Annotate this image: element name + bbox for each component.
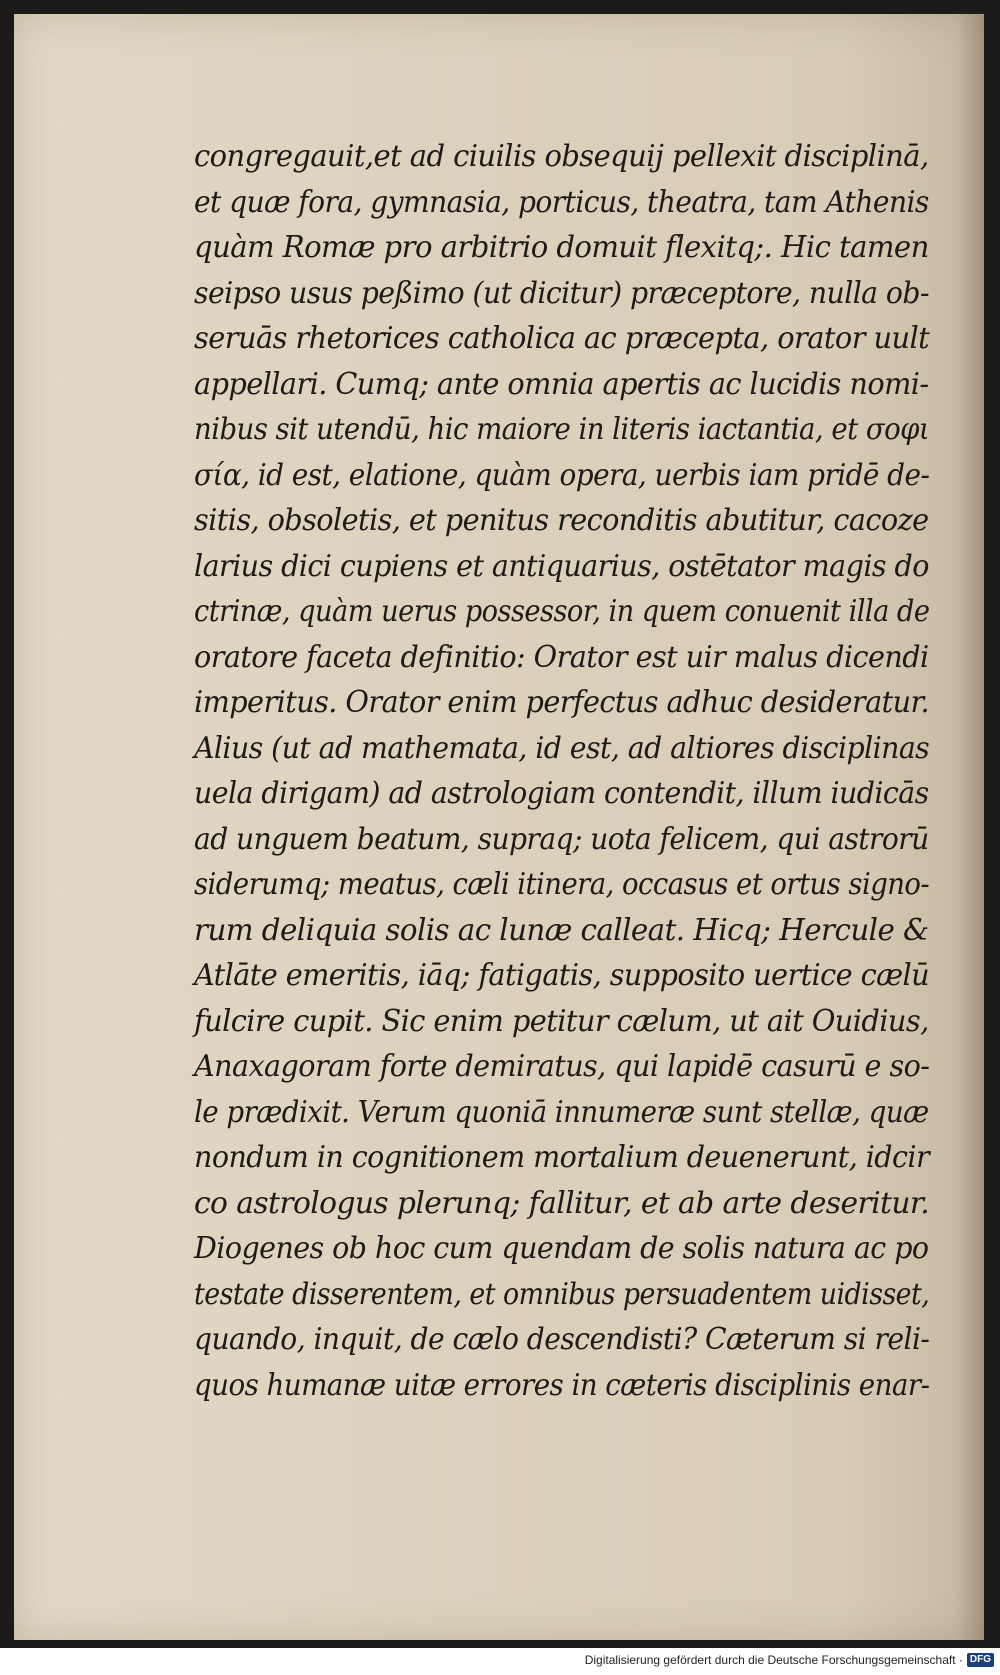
text-line: larius dici cupiens et antiquarius, ostētator magis do <box>194 548 929 584</box>
text-line: ctrinæ, quàm uerus possessor, in quem conuenit illa de <box>194 594 930 629</box>
text-line: quos humanæ uitæ errores in cæteris disciplinis enar- <box>194 1367 930 1403</box>
text-line: Anaxagoram forte demiratus, qui lapidē casurū e so- <box>194 1049 930 1084</box>
text-line: testate disserentem, et omnibus persuadentem uidisset, <box>194 1276 930 1312</box>
credit-text: Digitalisierung gefördert durch die Deutsche Forschungsgemeinschaft · <box>584 1653 963 1667</box>
text-line: quàm Romæ pro arbitrio domuit flexitq;. Hic tamen <box>194 230 929 265</box>
text-line: uela dirigam) ad astrologiam contendit, illum iudicās <box>194 776 929 811</box>
text-line: Atlāte emeritis, iāq; fatigatis, supposito uertice cælū <box>194 958 930 993</box>
text-line: et quæ fora, gymnasia, porticus, theatra, tam Athenis <box>194 184 929 220</box>
text-line: Alius (ut ad mathemata, id est, ad altiores disciplinas <box>194 730 930 766</box>
text-line: co astrologus plerunq; fallitur, et ab arte deseritur. <box>194 1185 930 1221</box>
text-line: ad unguem beatum, supraq; uota felicem, qui astrorū <box>194 821 929 857</box>
text-line: seruās rhetorices catholica ac præcepta, orator uult <box>194 321 930 356</box>
text-line: Diogenes ob hoc cum quendam de solis natura ac po <box>194 1231 929 1266</box>
text-line: congregauit,et ad ciuilis obsequij pellexit disciplinā, <box>194 139 929 174</box>
text-line: rum deliquia solis ac lunæ calleat. Hicq; Hercule & <box>194 912 929 948</box>
text-line: siderumq; meatus, cæli itinera, occasus et ortus signo- <box>194 867 930 902</box>
text-line: sitis, obsoletis, et penitus reconditis abutitur, cacoze <box>194 503 929 538</box>
text-line: nibus sit utendū, hic maiore in literis iactantia, et σοφι <box>194 412 930 447</box>
text-line: le prædixit. Verum quoniā innumeræ sunt stellæ, quæ <box>194 1094 929 1130</box>
book-page <box>14 14 984 1640</box>
page-text <box>194 134 954 1408</box>
text-line: appellari. Cumq; ante omnia apertis ac lucidis nomi- <box>194 366 929 402</box>
digitization-credit <box>585 1651 994 1669</box>
text-line: nondum in cognitionem mortalium deuenerunt, idcir <box>194 1140 930 1175</box>
text-line: imperitus. Orator enim perfectus adhuc desideratur. <box>194 685 930 720</box>
text-line: fulcire cupit. Sic enim petitur cælum, ut ait Ouidius, <box>194 1003 929 1039</box>
text-line: quando, inquit, de cælo descendisti? Cæterum si reli- <box>194 1322 930 1357</box>
text-line: σία, id est, elatione, quàm opera, uerbis iam pridē de- <box>194 457 930 493</box>
text-line: oratore faceta definitio: Orator est uir malus dicendi <box>194 639 929 675</box>
text-line: seipso usus peßimo (ut dicitur) præceptore, nulla ob- <box>194 275 929 311</box>
dfg-logo: DFG <box>967 1653 994 1667</box>
